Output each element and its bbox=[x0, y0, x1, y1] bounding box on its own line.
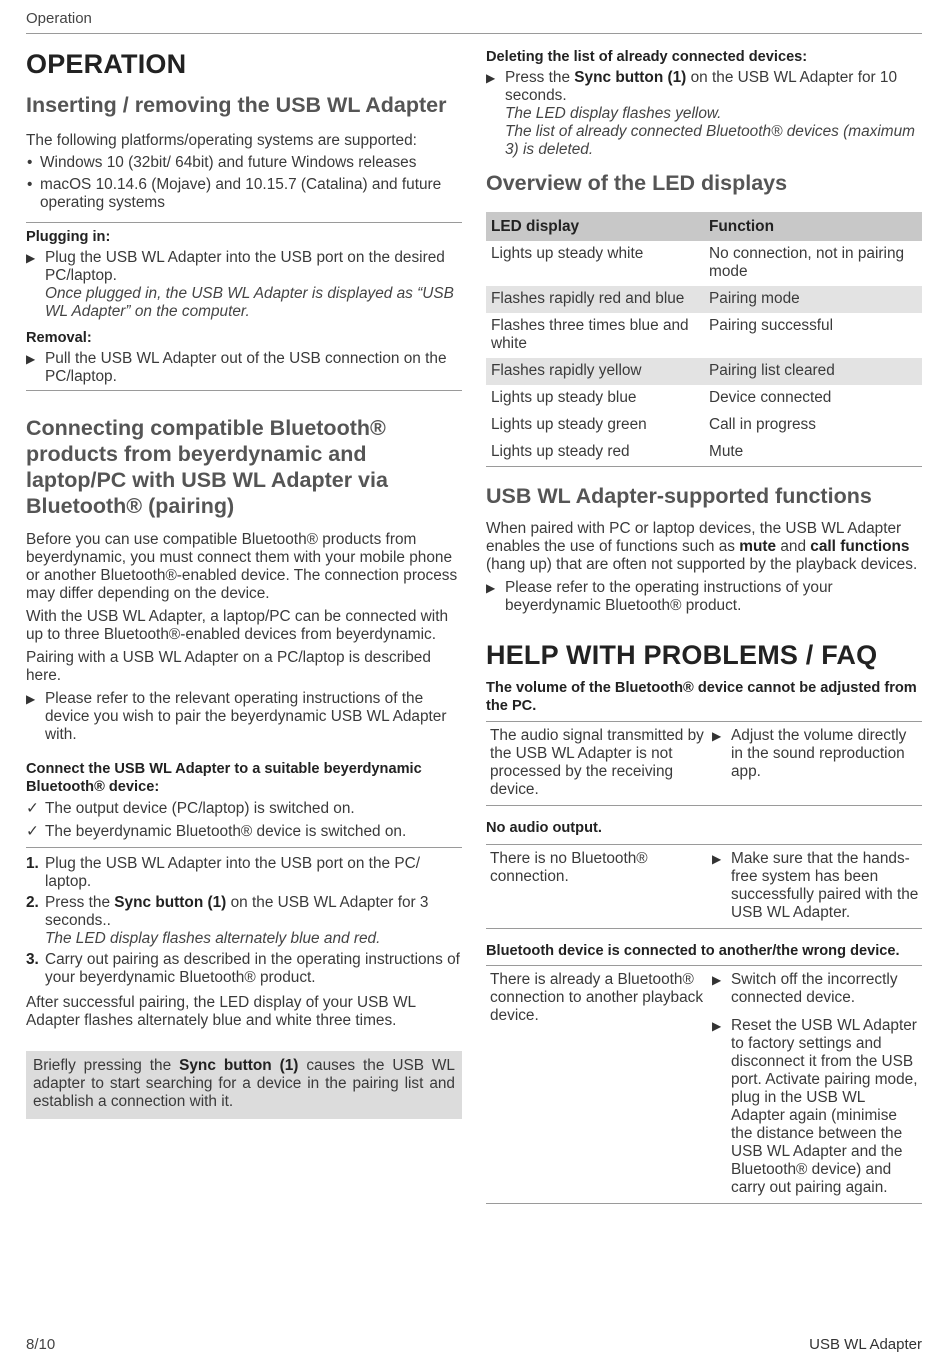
arrow-icon: ▶ bbox=[712, 852, 722, 866]
faq-cause: There is no Bluetooth® connection. bbox=[490, 850, 648, 885]
list-item: • macOS 10.14.6 (Mojave) and 10.15.7 (Catalina) and future operating systems bbox=[27, 176, 442, 211]
pairing-paragraph-1: Before you can use compatible Bluetooth® products from beyerdynamic, you must connect them with your mobile phone or another Bluetooth®-enabled device. The connection process may differ depending on the device. bbox=[26, 531, 458, 602]
faq-cause: There is already a Bluetooth® connection to another playback device. bbox=[490, 971, 704, 1024]
table-row: Flashes three times blue and white Pairing successful bbox=[491, 317, 834, 352]
divider bbox=[486, 928, 922, 929]
table-row: Lights up steady blue Device connected bbox=[491, 389, 832, 406]
faq-solution: ▶ Adjust the volume directly in the sound reproduction app. bbox=[712, 727, 907, 780]
delete-step: ▶ Press the Sync button (1) on the USB WL Adapter for 10 seconds. The LED display flashes yellow. The list of already connected Bluetooth® devices (maximum 3) is deleted. bbox=[486, 69, 922, 159]
divider bbox=[26, 222, 462, 223]
step-2-result: The LED display flashes alternately blue and red. bbox=[45, 930, 381, 947]
faq-problem: The volume of the Bluetooth® device cannot be adjusted from the PC. bbox=[486, 680, 917, 714]
removal-label: Removal: bbox=[26, 330, 92, 346]
divider bbox=[26, 847, 462, 848]
faq-row bbox=[486, 966, 922, 1203]
table-header: Function bbox=[704, 212, 922, 241]
faq-solutions bbox=[712, 971, 922, 1197]
check-icon: ✓ bbox=[26, 823, 39, 840]
connect-label: Connect the USB WL Adapter to a suitable beyerdynamic Bluetooth® device: bbox=[26, 761, 422, 795]
arrow-icon: ▶ bbox=[712, 729, 722, 743]
divider bbox=[486, 805, 922, 806]
left-column bbox=[26, 44, 462, 1119]
arrow-icon: ▶ bbox=[26, 692, 36, 706]
delete-result-2: The list of already connected Bluetooth® devices (maximum 3) is deleted. bbox=[505, 123, 915, 158]
pairing-paragraph-3: Pairing with a USB WL Adapter on a PC/laptop is described here. bbox=[26, 649, 431, 684]
arrow-icon: ▶ bbox=[712, 973, 722, 987]
arrow-icon: ▶ bbox=[26, 352, 36, 366]
pairing-refer: ▶ Please refer to the relevant operating instructions of the device you wish to pair the beyerdynamic USB WL Adapter with. bbox=[26, 690, 447, 743]
arrow-icon: ▶ bbox=[26, 251, 36, 265]
faq-row bbox=[486, 845, 922, 928]
table-row: Flashes rapidly red and blue Pairing mode bbox=[486, 286, 922, 313]
delete-label: Deleting the list of already connected devices: bbox=[486, 49, 808, 65]
faq-solution: ▶ Reset the USB WL Adapter to factory settings and disconnect it from the USB port. Activate pairing mode, plug in the USB WL Adapter again (minimise the distance between the USB WL Adapter and the Bluetooth® device) and carry out pairing again. bbox=[712, 1017, 918, 1196]
arrow-icon: ▶ bbox=[486, 581, 496, 595]
divider bbox=[486, 1203, 922, 1204]
platforms-list bbox=[26, 154, 462, 212]
faq-problem: No audio output. bbox=[486, 820, 602, 836]
pairing-paragraph-2: With the USB WL Adapter, a laptop/PC can be connected with up to three Bluetooth®-enabled devices from beyerdynamic. bbox=[26, 608, 449, 643]
sync-button-ref: Sync button (1) bbox=[114, 894, 227, 911]
faq-row bbox=[486, 722, 922, 805]
check-item: ✓ The beyerdynamic Bluetooth® device is switched on. bbox=[26, 823, 407, 840]
arrow-icon: ▶ bbox=[486, 71, 496, 85]
list-item: • Windows 10 (32bit/ 64bit) and future Windows releases bbox=[27, 154, 417, 171]
page-number: 8/10 bbox=[26, 1336, 56, 1353]
table-row: Lights up steady white No connection, not in pairing mode bbox=[491, 245, 905, 280]
table-header: LED display bbox=[486, 212, 704, 241]
plugging-step: ▶ Plug the USB WL Adapter into the USB port on the desired PC/laptop. Once plugged in, the USB WL Adapter is displayed as “USB WL Adapter” on the computer. bbox=[26, 249, 462, 321]
sync-button-ref: Sync button (1) bbox=[179, 1057, 299, 1074]
note-box: Briefly pressing the Sync button (1) causes the USB WL adapter to start searching for a device in the pairing list and establish a connection with it. bbox=[26, 1051, 462, 1119]
functions-heading: USB WL Adapter-supported functions bbox=[486, 484, 872, 508]
divider bbox=[26, 390, 462, 391]
led-heading: Overview of the LED displays bbox=[486, 171, 788, 195]
table-row: Flashes rapidly yellow Pairing list cleared bbox=[486, 358, 922, 385]
delete-result-1: The LED display flashes yellow. bbox=[505, 105, 722, 122]
section-label: Operation bbox=[26, 10, 92, 27]
check-item: ✓ The output device (PC/laptop) is switched on. bbox=[26, 800, 355, 817]
table-row: Lights up steady red Mute bbox=[486, 439, 922, 467]
arrow-icon: ▶ bbox=[712, 1019, 722, 1033]
faq-title: HELP WITH PROBLEMS / FAQ bbox=[486, 640, 878, 670]
product-name: USB WL Adapter bbox=[809, 1336, 922, 1353]
faq-problem: Bluetooth device is connected to another/the wrong device. bbox=[486, 943, 900, 959]
page-header bbox=[26, 10, 922, 34]
plugging-label: Plugging in: bbox=[26, 229, 111, 245]
table-row: Lights up steady green Call in progress bbox=[491, 416, 816, 433]
faq-cause: The audio signal transmitted by the USB WL Adapter is not processed by the receiving device. bbox=[490, 727, 704, 798]
faq-solution: ▶ Make sure that the hands-free system has been successfully paired with the USB WL Adapter. bbox=[712, 850, 919, 921]
functions-paragraph: When paired with PC or laptop devices, the USB WL Adapter enables the use of functions such as mute and call functions (hang up) that are often not supported by the playback devices. bbox=[486, 520, 918, 573]
step-1: 1. Plug the USB WL Adapter into the USB port on the PC/ laptop. bbox=[26, 855, 420, 890]
functions-refer: ▶ Please refer to the operating instructions of your beyerdynamic Bluetooth® product. bbox=[486, 579, 833, 614]
platforms-intro: The following platforms/operating systems are supported: bbox=[26, 132, 417, 149]
faq-solutions bbox=[712, 850, 922, 922]
step-3: 3. Carry out pairing as described in the operating instructions of your beyerdynamic Bluetooth® product. bbox=[26, 951, 460, 986]
led-table bbox=[486, 212, 922, 467]
operation-title: OPERATION bbox=[26, 49, 187, 79]
pairing-heading: Connecting compatible Bluetooth® products from beyerdynamic and laptop/PC with USB WL Adapter via Bluetooth® (pairing) bbox=[26, 416, 388, 518]
plugging-result: Once plugged in, the USB WL Adapter is displayed as “USB WL Adapter” on the computer. bbox=[45, 285, 454, 320]
insert-heading: Inserting / removing the USB WL Adapter bbox=[26, 93, 447, 117]
sync-button-ref: Sync button (1) bbox=[574, 69, 687, 86]
faq-solution: ▶ Switch off the incorrectly connected device. bbox=[712, 971, 898, 1006]
removal-step: ▶ Pull the USB WL Adapter out of the USB connection on the PC/laptop. bbox=[26, 350, 447, 385]
after-pairing: After successful pairing, the LED display of your USB WL Adapter flashes alternately blue and white three times. bbox=[26, 994, 416, 1029]
faq-solutions bbox=[712, 727, 922, 799]
right-column bbox=[486, 44, 922, 1204]
step-2: 2. Press the Sync button (1) on the USB WL Adapter for 3 seconds.. The LED display flashes alternately blue and red. bbox=[26, 894, 462, 948]
check-icon: ✓ bbox=[26, 800, 39, 817]
